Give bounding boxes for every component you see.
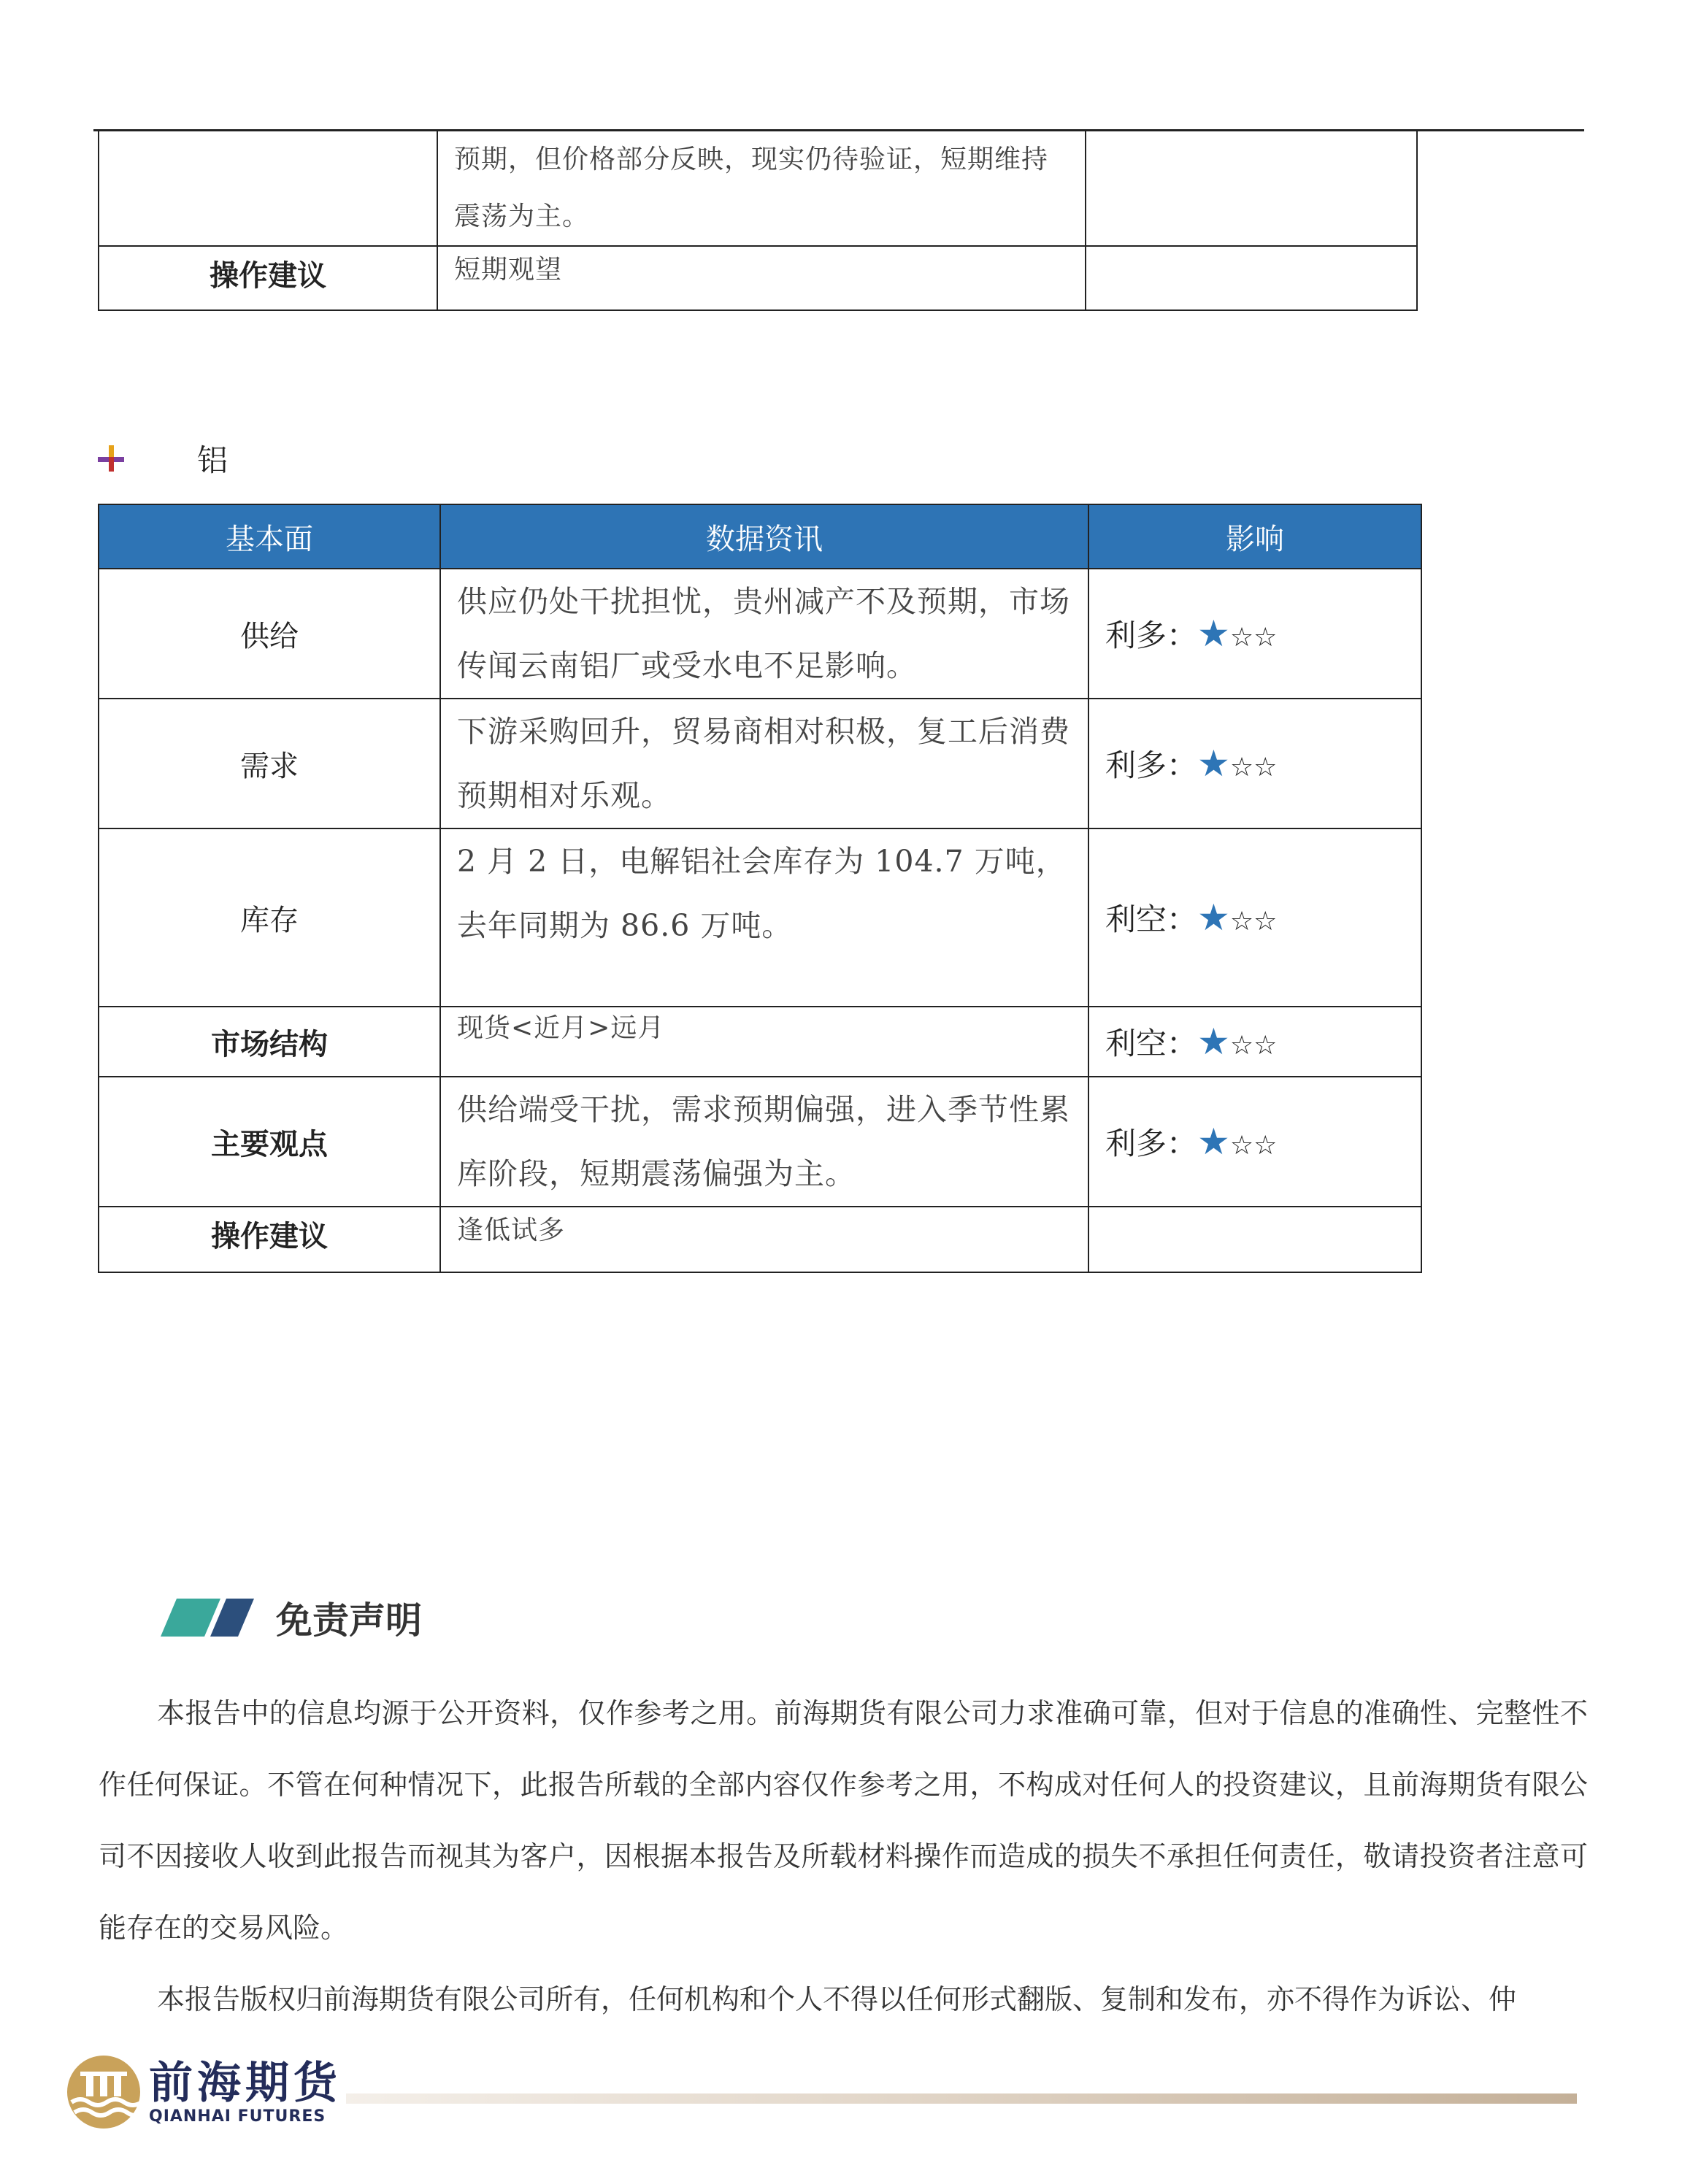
logo-chinese-name: 前海期货 (149, 2057, 342, 2109)
table-row (99, 699, 1421, 828)
row-text: 逢低试多 (440, 1207, 1088, 1272)
row-label: 操作建议 (99, 246, 437, 310)
table-row (99, 828, 1421, 1007)
row-impact (1088, 828, 1421, 1007)
row-text: 下游采购回升，贸易商相对积极，复工后消费预期相对乐观。 (440, 699, 1088, 828)
section-title: 铝 (197, 442, 229, 478)
table-row (99, 1007, 1421, 1077)
disclaimer-paragraph: 本报告中的信息均源于公开资料，仅作参考之用。前海期货有限公司力求准确可靠，但对于信息的准确性、完整性不作任何保证。不管在何种情况下，此报告所载的全部内容仅作参考之用，不构成对任何人的投资建议，且前海期货有限公司不因接收人收到此报告而视其为客户，因根据本报告及所载材料操作而造成的损失不承担任何责任，敬请投资者注意可能存在的交易风险。 (99, 1697, 1588, 1944)
row-label: 供给 (99, 569, 440, 699)
disclaimer-body (99, 1677, 1588, 2035)
table-header-row (99, 504, 1421, 569)
disclaimer-heading (161, 1591, 422, 1644)
row-label: 操作建议 (99, 1207, 440, 1272)
section-heading (98, 437, 228, 480)
impact-label: 利多： (1105, 1126, 1198, 1161)
row-text: 现货<近月>远月 (440, 1007, 1088, 1077)
disclaimer-paragraph: 本报告版权归前海期货有限公司所有，任何机构和个人不得以任何形式翻版、复制和发布，亦不得作为诉讼、仲 (157, 1983, 1517, 2015)
impact-label: 利空： (1105, 901, 1198, 937)
star-filled-icon: ★ (1197, 896, 1230, 939)
table-row (99, 569, 1421, 699)
header-fundamentals: 基本面 (99, 504, 440, 569)
row-label (99, 131, 437, 246)
star-empty-icon: ☆☆ (1229, 1131, 1278, 1161)
row-impact (1086, 131, 1417, 246)
row-impact (1088, 1007, 1421, 1077)
star-empty-icon: ☆☆ (1229, 1031, 1278, 1061)
row-text: 2 月 2 日，电解铝社会库存为 104.7 万吨，去年同期为 86.6 万吨。 (440, 828, 1088, 1007)
impact-label: 利空： (1105, 1026, 1198, 1061)
star-filled-icon: ★ (1197, 612, 1230, 655)
table-row (99, 246, 1417, 310)
row-label: 库存 (99, 828, 440, 1007)
star-empty-icon: ☆☆ (1229, 907, 1278, 937)
bullet-cross-icon (98, 445, 124, 472)
logo-english-name: QIANHAI FUTURES (149, 2107, 326, 2126)
table-row (99, 1207, 1421, 1272)
star-empty-icon: ☆☆ (1229, 753, 1278, 783)
disclaimer-stripes-icon (161, 1599, 254, 1637)
row-impact (1088, 569, 1421, 699)
star-filled-icon: ★ (1197, 1120, 1230, 1163)
star-empty-icon: ☆☆ (1229, 623, 1278, 653)
table-row (99, 131, 1417, 246)
row-text: 供应仍处干扰担忧，贵州减产不及预期，市场传闻云南铝厂或受水电不足影响。 (440, 569, 1088, 699)
row-impact (1088, 1207, 1421, 1272)
row-label: 主要观点 (99, 1077, 440, 1207)
row-text: 预期，但价格部分反映，现实仍待验证，短期维持震荡为主。 (437, 131, 1086, 246)
row-impact (1086, 246, 1417, 310)
star-filled-icon: ★ (1197, 742, 1230, 785)
star-filled-icon: ★ (1197, 1020, 1230, 1063)
footer-gradient-bar (346, 2093, 1577, 2104)
row-impact (1088, 699, 1421, 828)
impact-label: 利多： (1105, 747, 1198, 783)
aluminium-table (98, 504, 1422, 1273)
logo-sun-waves-icon (64, 2053, 143, 2131)
disclaimer-title: 免责声明 (276, 1599, 422, 1642)
row-label: 需求 (99, 699, 440, 828)
prev-section-table (98, 130, 1418, 311)
row-text: 短期观望 (437, 246, 1086, 310)
row-impact (1088, 1077, 1421, 1207)
row-label: 市场结构 (99, 1007, 440, 1077)
impact-label: 利多： (1105, 618, 1198, 653)
table-row (99, 1077, 1421, 1207)
row-text: 供给端受干扰，需求预期偏强，进入季节性累库阶段，短期震荡偏强为主。 (440, 1077, 1088, 1207)
company-logo (64, 2053, 342, 2131)
header-impact: 影响 (1088, 504, 1421, 569)
header-data-info: 数据资讯 (440, 504, 1088, 569)
